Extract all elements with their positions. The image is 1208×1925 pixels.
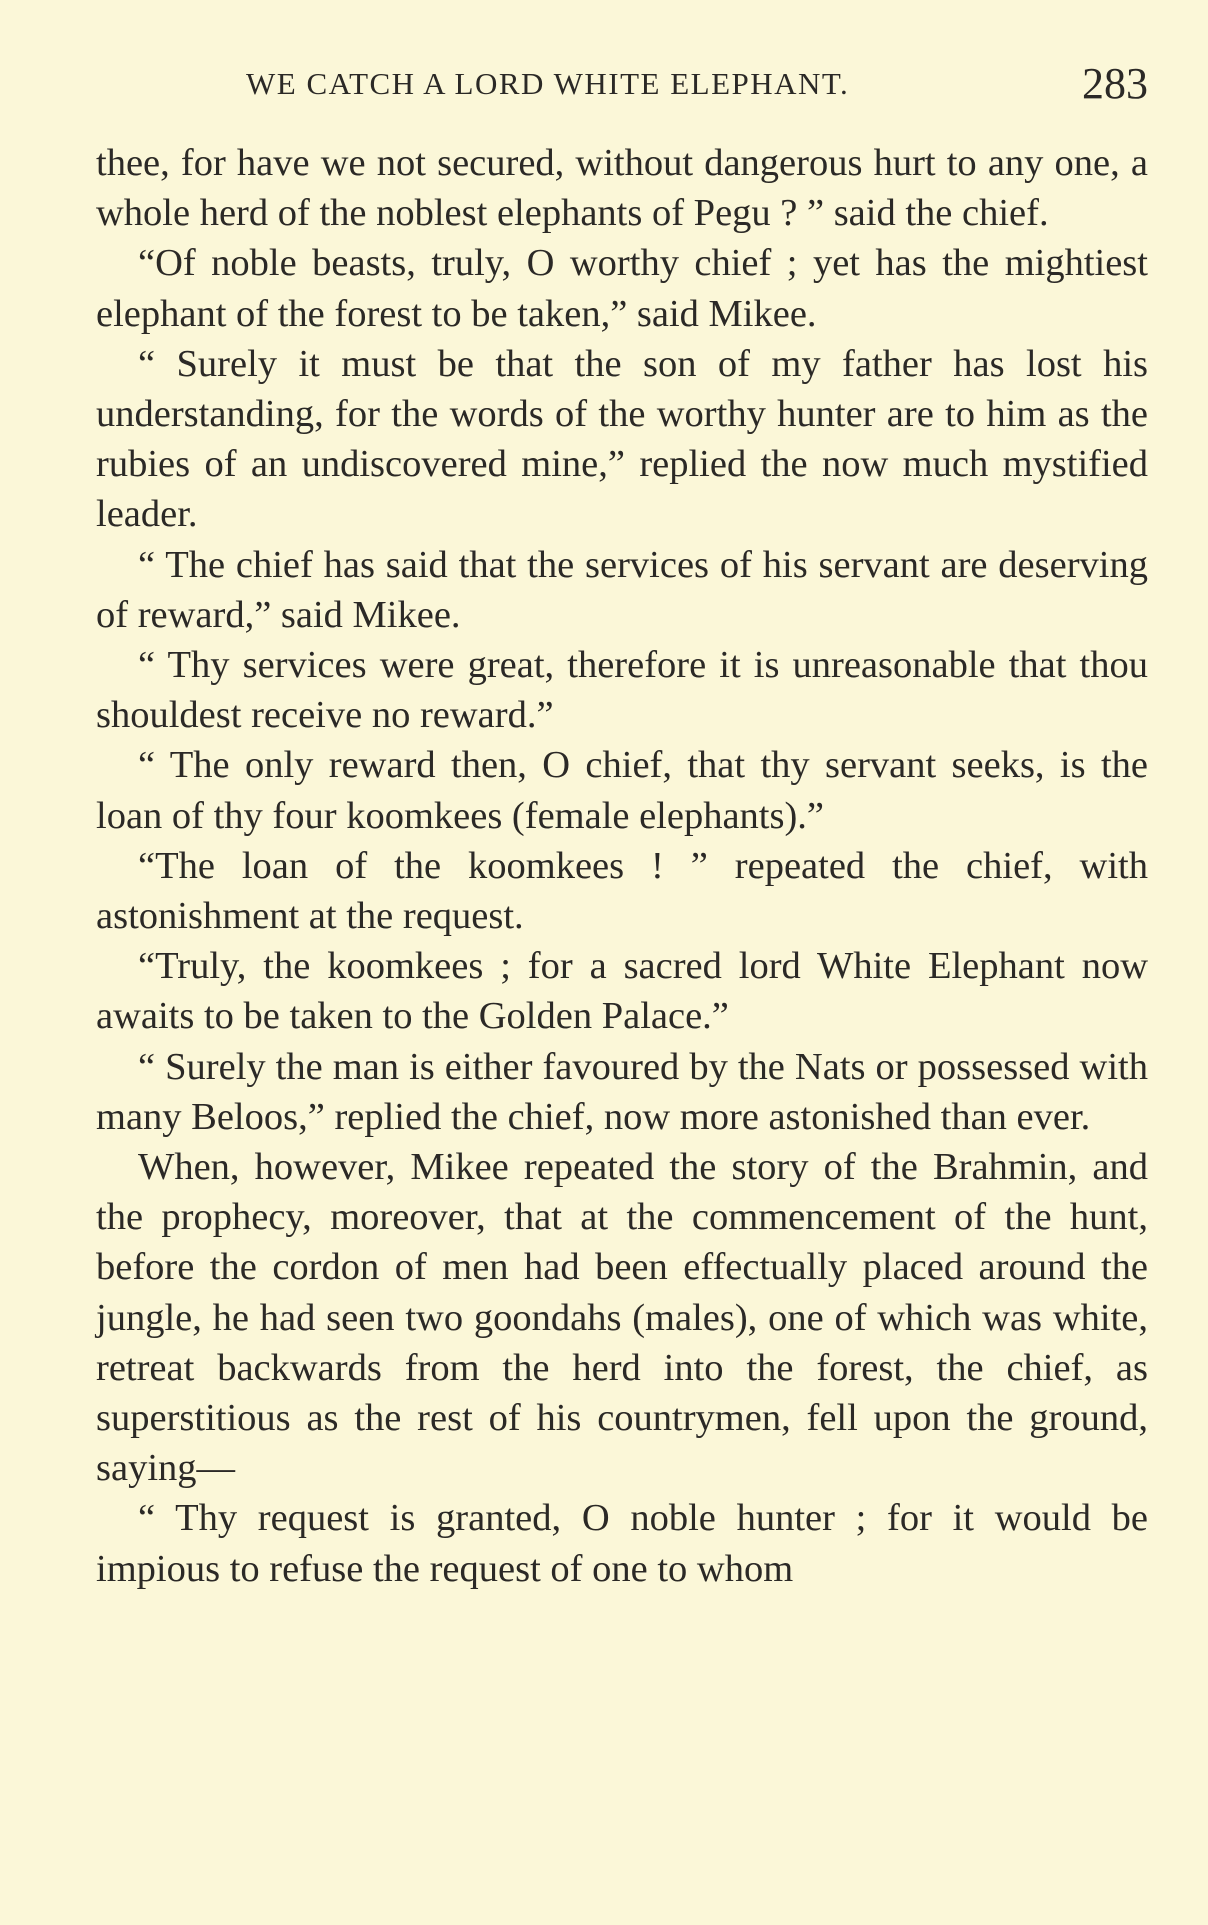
paragraph: “The loan of the koomkees ! ” repeated the chief, with astonishment at the request.: [96, 844, 1148, 938]
body-text: [96, 138, 1148, 1594]
paragraph: When, however, Mikee repeated the story of the Brahmin, and the prophecy, moreover, that at the commencement of the hunt, before the cordon of men had been effectually placed around the jungle, he had seen two goondahs (males), one of which was white, retreat backwards from the herd into the forest, the chief, as superstitious as the rest of his countrymen, fell upon the ground, saying—: [96, 1146, 1148, 1490]
paragraph: “ The only reward then, O chief, that thy servant seeks, is the loan of thy four koomkees (female elephants).”: [96, 744, 1148, 837]
running-head: [96, 58, 1148, 118]
paragraph: “ Thy services were great, therefore it is unreasonable that thou shouldest receive no reward.”: [96, 644, 1148, 737]
paragraph-continuation: thee, for have we not secured, without dangerous hurt to any one, a whole herd of the noblest elephants of Pegu ? ” said the chief.: [96, 142, 1148, 235]
paragraph: “ Surely it must be that the son of my father has lost his understanding, for the words of the worthy hunter are to him as the rubies of an undiscovered mine,” replied the now much mystified leader.: [96, 342, 1148, 536]
running-title: WE CATCH A LORD WHITE ELEPHANT.: [246, 66, 850, 101]
paragraph: “ Thy request is granted, O noble hunter ; for it would be impious to refuse the request of one to whom: [96, 1497, 1148, 1590]
page-number: 283: [1082, 59, 1148, 108]
paragraph: “Truly, the koomkees ; for a sacred lord White Elephant now awaits to be taken to the Golden Palace.”: [96, 945, 1148, 1038]
paragraph: “ Surely the man is either favoured by the Nats or possessed with many Beloos,” replied the chief, now more astonished than ever.: [96, 1045, 1148, 1138]
paragraph: “ The chief has said that the services of his servant are deserving of reward,” said Mikee.: [96, 543, 1148, 636]
paragraph: “Of noble beasts, truly, O worthy chief ; yet has the mightiest elephant of the forest to be taken,” said Mikee.: [96, 242, 1148, 335]
